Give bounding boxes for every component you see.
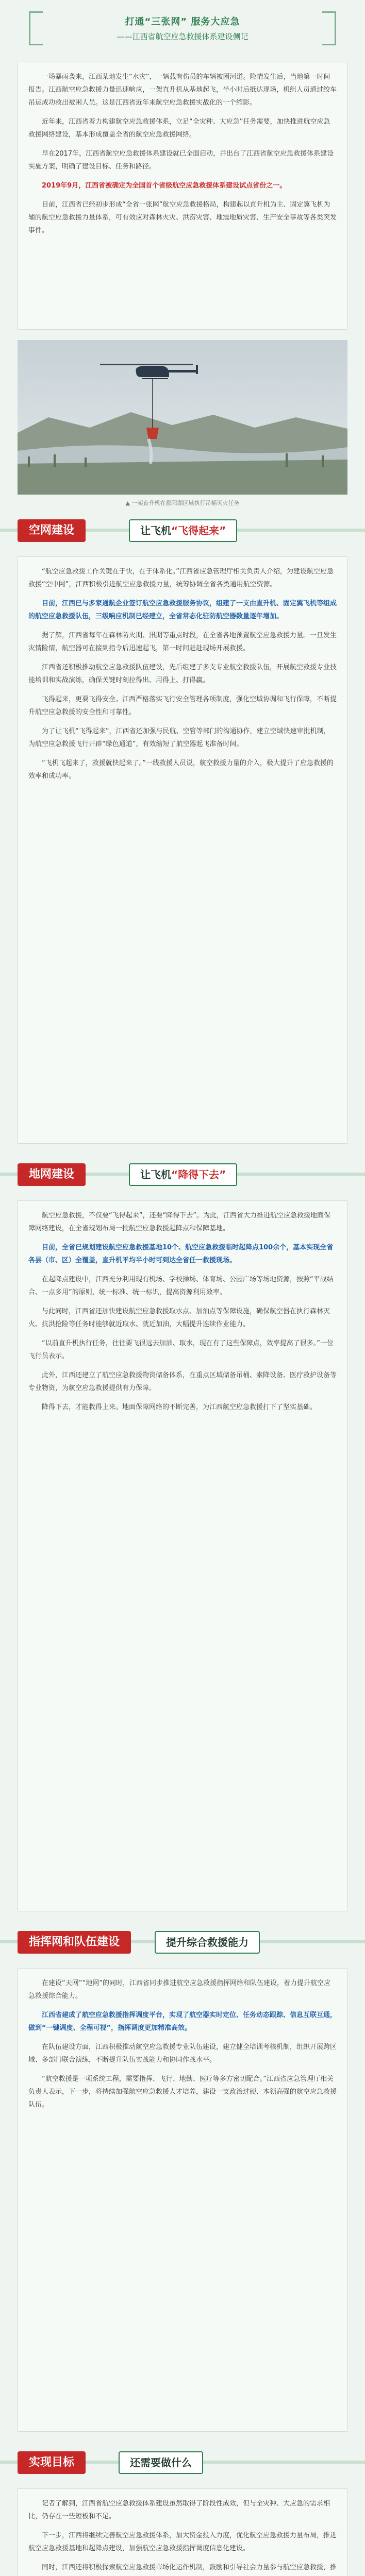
photo-caption: ▲ 一架直升机在鄱阳湖区域执行吊桶灭火任务	[125, 500, 240, 506]
section-tag: 实现目标	[18, 2451, 86, 2474]
section-paragraph: “以前直升机执行任务，往往要飞很远去加油、取水，现在有了这些保障点，效率提高了很多。”一位飞行员表示。	[28, 1340, 334, 1360]
section-subtitle-quote: “飞得起来”	[171, 524, 226, 537]
section-header-air-network	[0, 515, 365, 546]
section-body-air-network	[18, 556, 347, 1144]
section-paragraph: 记者了解到，江西省航空应急救援体系建设虽然取得了阶段性成效，但与全灾种、大应急的需求相比，仍存在一些短板和不足。	[28, 2500, 330, 2520]
article-title: 打通“三张网” 服务大应急	[125, 16, 240, 27]
section-paragraph: 此外，江西还建立了航空应急救援物资储备体系，在重点区域储备吊桶、索降设备、医疗救护设备等专业物资，为航空应急救援提供有力保障。	[28, 1371, 337, 1392]
section-body-goals	[18, 2488, 347, 2576]
section-paragraph-highlight: 目前，江西已与多家通航企业签订航空应急救援服务协议，组建了一支由直升机、固定翼飞机等组成的航空应急救援队伍，三级响应机制已经建立，全省常态化驻防航空器数量逐年增加。	[28, 600, 337, 620]
helicopter-photo	[18, 340, 347, 495]
intro-paragraph: 早在2017年，江西省航空应急救援体系建设就已全面启动，并出台了江西省航空应急救援体系建设实施方案，明确了建设目标、任务和路径。	[28, 150, 334, 171]
section-paragraph: “航空应急救援工作关键在于快，在于体系化。”江西省应急管理厅相关负责人介绍，为建设航空应急救援“空中网”，江西积极引进航空应急救援力量，统筹协调全省各类通用航空资源。	[28, 568, 334, 588]
section-paragraph: “飞机飞起来了，救援就快起来了。”一线救援人员说，航空救援力量的介入，极大提升了应急救援的效率和成功率。	[28, 759, 334, 780]
intro-textbox	[18, 62, 347, 330]
section-subtitle	[155, 1931, 260, 1954]
section-paragraph: 与此同时，江西省还加快建设航空应急救援取水点、加油点等保障设施，确保航空器在执行森林灭火、抗洪抢险等任务时能够就近取水、就近加油，大幅提升连续作业能力。	[28, 1308, 330, 1328]
section-subtitle-a: 让飞机	[140, 1168, 171, 1181]
section-paragraph: 在队伍建设方面，江西积极推动航空应急救援专业队伍建设，建立健全培训考核机制，组织开展跨区域、多部门联合演练，不断提升队伍实战能力和协同作战水平。	[28, 2043, 337, 2064]
section-body-command-network	[18, 1968, 347, 2432]
section-header-ground-network	[0, 1159, 365, 1190]
helicopter-photo-illustration	[18, 340, 347, 495]
section-subtitle-a: 提升综合救援能力	[166, 1936, 248, 1948]
section-tag: 空网建设	[18, 519, 86, 542]
section-tag: 地网建设	[18, 1163, 86, 1186]
section-paragraph-highlight: 江西省建成了航空应急救援指挥调度平台，实现了航空器实时定位、任务动态跟踪、信息互联互通，做到“一键调度、全程可视”，指挥调度更加精准高效。	[28, 2011, 337, 2032]
intro-paragraph-highlight: 2019年9月，江西省被确定为全国首个省级航空应急救援体系建设试点省份之一。	[42, 182, 287, 190]
section-paragraph: 据了解，江西省每年在森林防火期、汛期等重点时段，在全省各地预置航空应急救援力量。一旦发生灾情险情，航空器可在接到指令后迅速起飞，第一时间赶赴现场开展救援。	[28, 632, 337, 652]
intro-paragraph: 近年来，江西省着力构建航空应急救援体系，立足“全灾种、大应急”任务需要，加快推进航空应急救援网络建设，基本形成覆盖全省的航空应急救援网络。	[28, 118, 330, 139]
intro-paragraph: 一场暴雨袭来，江西某地发生“水灾”，一辆载有伤员的车辆被困河道。险情发生后，当地第一时间报告。江西航空应急救援力量迅速响应，一架直升机从基地起飞，半小时后抵达现场，机组人员通过绞车吊运成功救出被困人员。这是江西省近年来航空应急救援实战化的一个缩影。	[28, 73, 337, 107]
section-subtitle	[129, 1163, 237, 1186]
section-subtitle-a: 让飞机	[140, 524, 171, 537]
section-paragraph: 降得下去，才能救得上来。地面保障网络的不断完善，为江西航空应急救援打下了坚实基础。	[42, 1403, 317, 1411]
article-subtitle: ——江西省航空应急救援体系建设侧记	[117, 32, 248, 41]
section-paragraph: 飞得起来，更要飞得安全。江西严格落实飞行安全管理各项制度，强化空域协调和飞行保障，不断提升航空应急救援的安全性和可靠性。	[28, 696, 337, 716]
section-paragraph: 江西省还积极推动航空应急救援队伍建设，先后组建了多支专业航空救援队伍，开展航空救援专业技能培训和实战演练，确保关键时刻拉得出、用得上、打得赢。	[28, 664, 337, 684]
section-paragraph: 在建设“天网”“地网”的同时，江西省同步推进航空应急救援指挥网络和队伍建设，着力提升航空应急救援综合能力。	[28, 1979, 330, 2000]
section-subtitle-quote: “降得下去”	[171, 1168, 226, 1181]
section-paragraph: 在起降点建设中，江西充分利用现有机场、学校操场、体育场、公园广场等场地资源，按照“平战结合、一点多用”的原则，统一标准、统一标识，提高资源利用效率。	[28, 1276, 334, 1296]
section-paragraph: 下一步，江西将继续完善航空应急救援体系，加大资金投入力度，优化航空应急救援力量布局，推进航空应急救援基地和起降点建设，加强航空应急救援指挥调度信息化建设。	[28, 2532, 337, 2552]
section-paragraph: 航空应急救援，不仅要“飞得起来”，还要“降得下去”。为此，江西省大力推进航空应急救援地面保障网络建设，在全省规划布局一批航空应急救援起降点和保障基地。	[28, 1212, 330, 1232]
section-body-ground-network	[18, 1200, 347, 1911]
section-subtitle-a: 还需要做什么	[130, 2456, 192, 2469]
section-tag: 指挥网和队伍建设	[18, 1931, 131, 1954]
section-paragraph-highlight: 目前，全省已规划建设航空应急救援基地10个、航空应急救援临时起降点100余个，基本实现全省各县（市、区）全覆盖，直升机平均半小时可到达全省任一救援现场。	[28, 1244, 334, 1264]
section-subtitle	[119, 2451, 203, 2474]
section-subtitle	[129, 519, 237, 542]
article-header	[0, 0, 365, 57]
intro-paragraph: 目前，江西省已经初步形成“全省一张网”航空应急救援格局，构建起以直升机为主、固定翼飞机为辅的航空应急救援力量体系，可有效应对森林火灾、洪涝灾害、地震地质灾害、生产安全事故等各类突发事件。	[28, 201, 337, 234]
section-paragraph: 同时，江西还将积极探索航空应急救援市场化运作机制，鼓励和引导社会力量参与航空应急救援，推	[42, 2564, 337, 2571]
section-header-goals	[0, 2447, 365, 2478]
section-paragraph: “航空救援是一项系统工程，需要指挥、飞行、地勤、医疗等多方密切配合。”江西省应急管理厅相关负责人表示，下一步，将持续加强航空应急救援人才培养，建设一支政治过硬、本领高强的航空应急救援队伍。	[28, 2075, 337, 2109]
section-header-command-network	[0, 1927, 365, 1958]
section-paragraph: 为了让飞机“飞得起来”，江西省还加强与民航、空管等部门的沟通协作，建立空域快速审批机制，为航空应急救援飞行开辟“绿色通道”，有效缩短了航空器起飞准备时间。	[28, 727, 330, 748]
